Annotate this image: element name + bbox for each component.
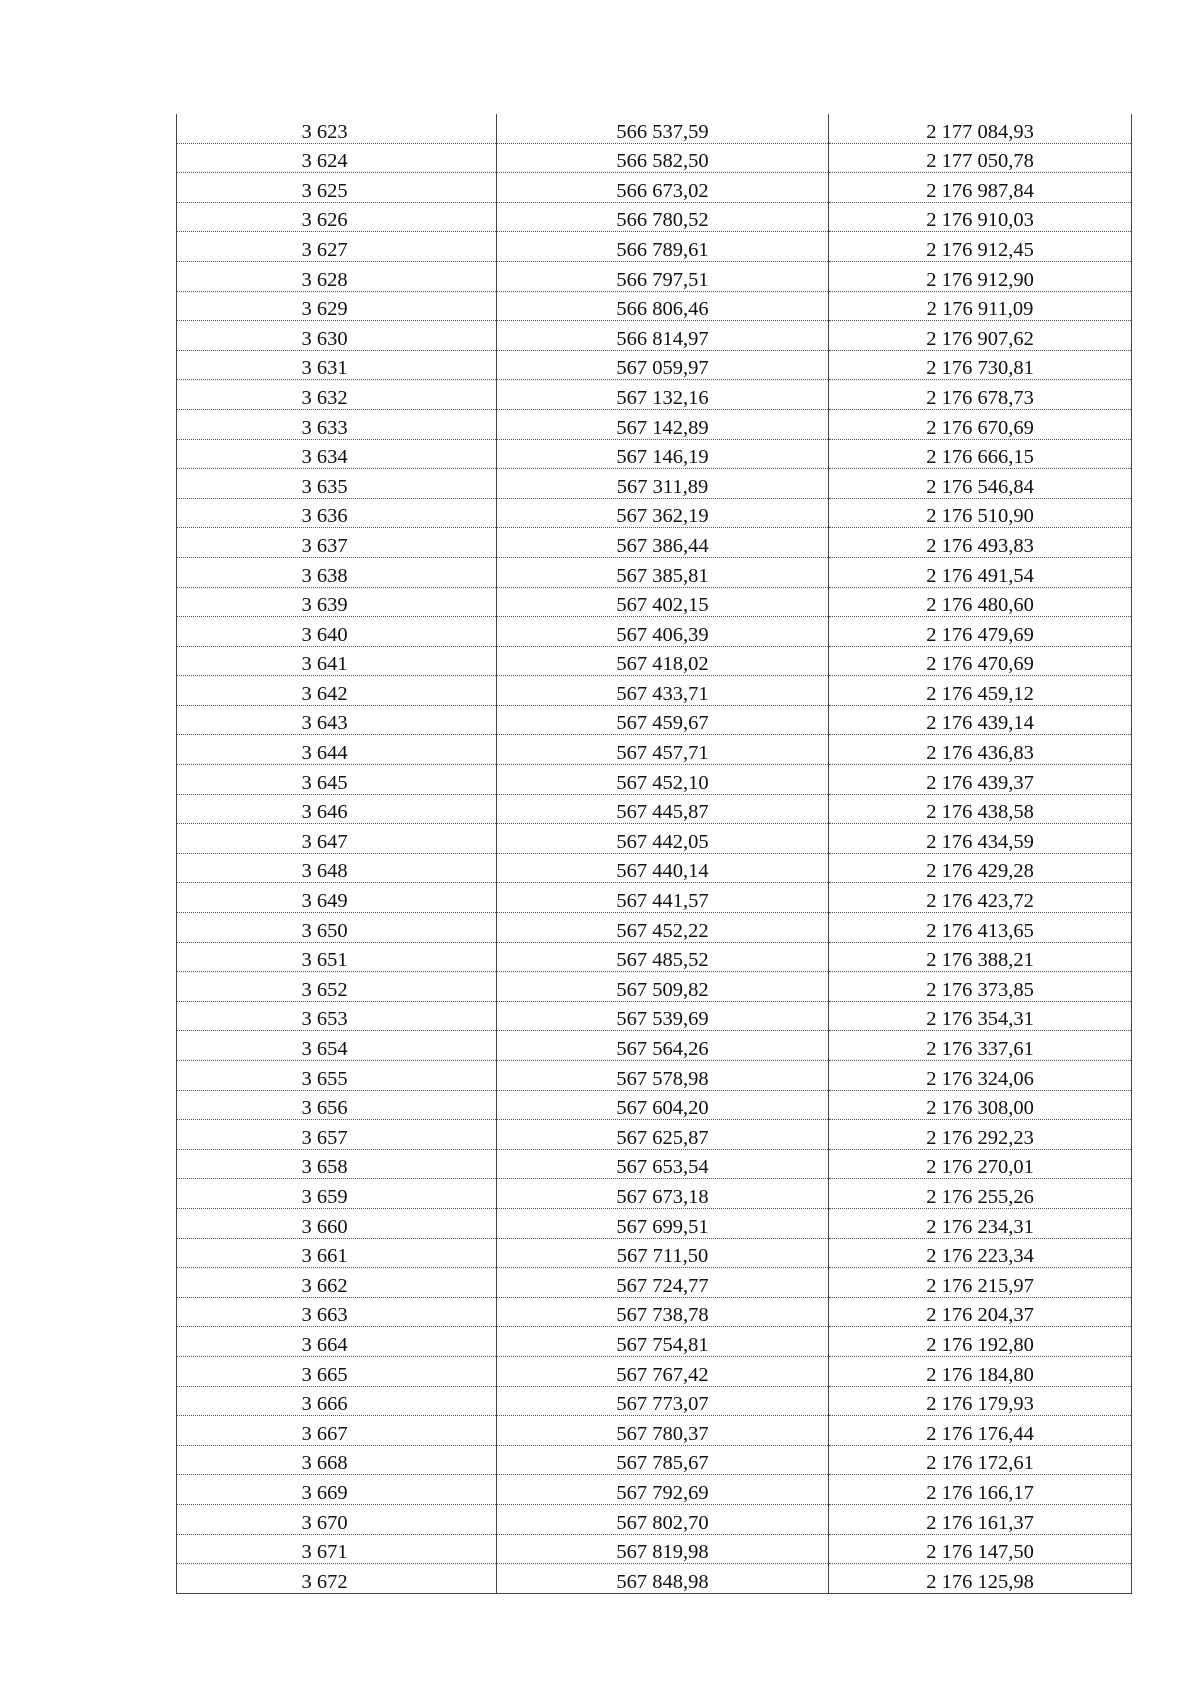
point-number-cell: 3 636: [177, 498, 497, 528]
table-row: [177, 1001, 1132, 1031]
table-row: [177, 557, 1132, 587]
y-coordinate-cell: 2 176 459,12: [829, 676, 1132, 706]
table-row: [177, 498, 1132, 528]
point-number-cell: 3 638: [177, 557, 497, 587]
point-number-cell: 3 649: [177, 883, 497, 913]
x-coordinate-cell: 567 445,87: [497, 794, 829, 824]
table-row: [177, 1564, 1132, 1594]
x-coordinate-cell: 566 780,52: [497, 202, 829, 232]
x-coordinate-cell: 567 785,67: [497, 1445, 829, 1475]
point-number-cell: 3 661: [177, 1238, 497, 1268]
x-coordinate-cell: 567 418,02: [497, 646, 829, 676]
table-row: [177, 1090, 1132, 1120]
point-number-cell: 3 645: [177, 765, 497, 795]
point-number-cell: 3 628: [177, 261, 497, 291]
point-number-cell: 3 648: [177, 853, 497, 883]
point-number-cell: 3 653: [177, 1001, 497, 1031]
x-coordinate-cell: 567 578,98: [497, 1061, 829, 1091]
x-coordinate-cell: 567 433,71: [497, 676, 829, 706]
x-coordinate-cell: 567 406,39: [497, 617, 829, 647]
x-coordinate-cell: 567 059,97: [497, 350, 829, 380]
table-row: [177, 735, 1132, 765]
x-coordinate-cell: 566 789,61: [497, 232, 829, 262]
point-number-cell: 3 657: [177, 1120, 497, 1150]
x-coordinate-cell: 566 814,97: [497, 321, 829, 351]
x-coordinate-cell: 567 362,19: [497, 498, 829, 528]
x-coordinate-cell: 567 311,89: [497, 469, 829, 499]
point-number-cell: 3 665: [177, 1356, 497, 1386]
x-coordinate-cell: 567 146,19: [497, 439, 829, 469]
x-coordinate-cell: 567 441,57: [497, 883, 829, 913]
y-coordinate-cell: 2 176 215,97: [829, 1268, 1132, 1298]
y-coordinate-cell: 2 176 678,73: [829, 380, 1132, 410]
y-coordinate-cell: 2 176 337,61: [829, 1031, 1132, 1061]
point-number-cell: 3 651: [177, 942, 497, 972]
point-number-cell: 3 634: [177, 439, 497, 469]
point-number-cell: 3 660: [177, 1208, 497, 1238]
y-coordinate-cell: 2 176 730,81: [829, 350, 1132, 380]
y-coordinate-cell: 2 176 176,44: [829, 1416, 1132, 1446]
point-number-cell: 3 642: [177, 676, 497, 706]
point-number-cell: 3 646: [177, 794, 497, 824]
point-number-cell: 3 623: [177, 114, 497, 143]
y-coordinate-cell: 2 176 292,23: [829, 1120, 1132, 1150]
y-coordinate-cell: 2 176 373,85: [829, 972, 1132, 1002]
x-coordinate-cell: 567 802,70: [497, 1504, 829, 1534]
table-row: [177, 1386, 1132, 1416]
y-coordinate-cell: 2 176 324,06: [829, 1061, 1132, 1091]
table-row: [177, 1475, 1132, 1505]
x-coordinate-cell: 566 797,51: [497, 261, 829, 291]
point-number-cell: 3 658: [177, 1149, 497, 1179]
y-coordinate-cell: 2 176 308,00: [829, 1090, 1132, 1120]
table-row: [177, 1356, 1132, 1386]
point-number-cell: 3 672: [177, 1564, 497, 1594]
coordinates-table: [176, 114, 1132, 1594]
table-row: [177, 528, 1132, 558]
x-coordinate-cell: 567 767,42: [497, 1356, 829, 1386]
table-row: [177, 1445, 1132, 1475]
x-coordinate-cell: 567 509,82: [497, 972, 829, 1002]
y-coordinate-cell: 2 177 050,78: [829, 143, 1132, 173]
x-coordinate-cell: 567 452,10: [497, 765, 829, 795]
table-row: [177, 321, 1132, 351]
table-row: [177, 883, 1132, 913]
y-coordinate-cell: 2 176 907,62: [829, 321, 1132, 351]
point-number-cell: 3 630: [177, 321, 497, 351]
x-coordinate-cell: 567 539,69: [497, 1001, 829, 1031]
y-coordinate-cell: 2 176 423,72: [829, 883, 1132, 913]
point-number-cell: 3 624: [177, 143, 497, 173]
table-row: [177, 1061, 1132, 1091]
table-row: [177, 1327, 1132, 1357]
table-row: [177, 143, 1132, 173]
y-coordinate-cell: 2 176 912,90: [829, 261, 1132, 291]
x-coordinate-cell: 567 819,98: [497, 1534, 829, 1564]
point-number-cell: 3 644: [177, 735, 497, 765]
table-row: [177, 1031, 1132, 1061]
x-coordinate-cell: 567 440,14: [497, 853, 829, 883]
x-coordinate-cell: 567 773,07: [497, 1386, 829, 1416]
table-row: [177, 942, 1132, 972]
table-row: [177, 705, 1132, 735]
x-coordinate-cell: 567 142,89: [497, 409, 829, 439]
table-row: [177, 469, 1132, 499]
coordinates-table-body: [177, 114, 1132, 1593]
x-coordinate-cell: 567 459,67: [497, 705, 829, 735]
x-coordinate-cell: 567 673,18: [497, 1179, 829, 1209]
y-coordinate-cell: 2 176 270,01: [829, 1149, 1132, 1179]
y-coordinate-cell: 2 176 166,17: [829, 1475, 1132, 1505]
y-coordinate-cell: 2 176 911,09: [829, 291, 1132, 321]
y-coordinate-cell: 2 176 184,80: [829, 1356, 1132, 1386]
y-coordinate-cell: 2 177 084,93: [829, 114, 1132, 143]
y-coordinate-cell: 2 176 413,65: [829, 913, 1132, 943]
table-row: [177, 1238, 1132, 1268]
x-coordinate-cell: 567 132,16: [497, 380, 829, 410]
table-row: [177, 676, 1132, 706]
table-row: [177, 824, 1132, 854]
y-coordinate-cell: 2 176 493,83: [829, 528, 1132, 558]
point-number-cell: 3 670: [177, 1504, 497, 1534]
point-number-cell: 3 643: [177, 705, 497, 735]
x-coordinate-cell: 567 452,22: [497, 913, 829, 943]
x-coordinate-cell: 567 385,81: [497, 557, 829, 587]
point-number-cell: 3 635: [177, 469, 497, 499]
point-number-cell: 3 631: [177, 350, 497, 380]
x-coordinate-cell: 566 806,46: [497, 291, 829, 321]
x-coordinate-cell: 567 738,78: [497, 1297, 829, 1327]
y-coordinate-cell: 2 176 192,80: [829, 1327, 1132, 1357]
y-coordinate-cell: 2 176 470,69: [829, 646, 1132, 676]
y-coordinate-cell: 2 176 491,54: [829, 557, 1132, 587]
x-coordinate-cell: 567 442,05: [497, 824, 829, 854]
y-coordinate-cell: 2 176 480,60: [829, 587, 1132, 617]
point-number-cell: 3 652: [177, 972, 497, 1002]
point-number-cell: 3 626: [177, 202, 497, 232]
table-row: [177, 232, 1132, 262]
table-row: [177, 114, 1132, 143]
table-row: [177, 261, 1132, 291]
y-coordinate-cell: 2 176 125,98: [829, 1564, 1132, 1594]
x-coordinate-cell: 567 711,50: [497, 1238, 829, 1268]
y-coordinate-cell: 2 176 439,37: [829, 765, 1132, 795]
table-row: [177, 617, 1132, 647]
table-row: [177, 409, 1132, 439]
y-coordinate-cell: 2 176 912,45: [829, 232, 1132, 262]
point-number-cell: 3 667: [177, 1416, 497, 1446]
point-number-cell: 3 633: [177, 409, 497, 439]
point-number-cell: 3 632: [177, 380, 497, 410]
point-number-cell: 3 637: [177, 528, 497, 558]
table-row: [177, 972, 1132, 1002]
y-coordinate-cell: 2 176 161,37: [829, 1504, 1132, 1534]
x-coordinate-cell: 566 582,50: [497, 143, 829, 173]
table-row: [177, 1268, 1132, 1298]
point-number-cell: 3 671: [177, 1534, 497, 1564]
table-row: [177, 173, 1132, 203]
x-coordinate-cell: 567 604,20: [497, 1090, 829, 1120]
x-coordinate-cell: 567 792,69: [497, 1475, 829, 1505]
y-coordinate-cell: 2 176 670,69: [829, 409, 1132, 439]
table-row: [177, 1416, 1132, 1446]
x-coordinate-cell: 567 724,77: [497, 1268, 829, 1298]
point-number-cell: 3 664: [177, 1327, 497, 1357]
table-row: [177, 1149, 1132, 1179]
y-coordinate-cell: 2 176 436,83: [829, 735, 1132, 765]
point-number-cell: 3 641: [177, 646, 497, 676]
point-number-cell: 3 659: [177, 1179, 497, 1209]
x-coordinate-cell: 567 625,87: [497, 1120, 829, 1150]
table-row: [177, 1208, 1132, 1238]
point-number-cell: 3 668: [177, 1445, 497, 1475]
y-coordinate-cell: 2 176 666,15: [829, 439, 1132, 469]
x-coordinate-cell: 567 564,26: [497, 1031, 829, 1061]
table-row: [177, 1120, 1132, 1150]
x-coordinate-cell: 567 485,52: [497, 942, 829, 972]
table-row: [177, 1534, 1132, 1564]
point-number-cell: 3 639: [177, 587, 497, 617]
x-coordinate-cell: 567 457,71: [497, 735, 829, 765]
y-coordinate-cell: 2 176 204,37: [829, 1297, 1132, 1327]
point-number-cell: 3 640: [177, 617, 497, 647]
table-row: [177, 913, 1132, 943]
point-number-cell: 3 666: [177, 1386, 497, 1416]
x-coordinate-cell: 567 699,51: [497, 1208, 829, 1238]
x-coordinate-cell: 567 402,15: [497, 587, 829, 617]
y-coordinate-cell: 2 176 147,50: [829, 1534, 1132, 1564]
y-coordinate-cell: 2 176 479,69: [829, 617, 1132, 647]
x-coordinate-cell: 566 673,02: [497, 173, 829, 203]
y-coordinate-cell: 2 176 179,93: [829, 1386, 1132, 1416]
table-row: [177, 765, 1132, 795]
point-number-cell: 3 663: [177, 1297, 497, 1327]
point-number-cell: 3 629: [177, 291, 497, 321]
y-coordinate-cell: 2 176 439,14: [829, 705, 1132, 735]
point-number-cell: 3 654: [177, 1031, 497, 1061]
y-coordinate-cell: 2 176 510,90: [829, 498, 1132, 528]
y-coordinate-cell: 2 176 910,03: [829, 202, 1132, 232]
y-coordinate-cell: 2 176 987,84: [829, 173, 1132, 203]
table-row: [177, 794, 1132, 824]
point-number-cell: 3 647: [177, 824, 497, 854]
table-row: [177, 646, 1132, 676]
y-coordinate-cell: 2 176 546,84: [829, 469, 1132, 499]
table-row: [177, 1179, 1132, 1209]
table-row: [177, 1504, 1132, 1534]
table-row: [177, 439, 1132, 469]
point-number-cell: 3 650: [177, 913, 497, 943]
y-coordinate-cell: 2 176 438,58: [829, 794, 1132, 824]
y-coordinate-cell: 2 176 388,21: [829, 942, 1132, 972]
table-row: [177, 380, 1132, 410]
point-number-cell: 3 655: [177, 1061, 497, 1091]
x-coordinate-cell: 567 780,37: [497, 1416, 829, 1446]
point-number-cell: 3 656: [177, 1090, 497, 1120]
table-row: [177, 853, 1132, 883]
y-coordinate-cell: 2 176 172,61: [829, 1445, 1132, 1475]
y-coordinate-cell: 2 176 429,28: [829, 853, 1132, 883]
point-number-cell: 3 627: [177, 232, 497, 262]
y-coordinate-cell: 2 176 234,31: [829, 1208, 1132, 1238]
table-row: [177, 1297, 1132, 1327]
y-coordinate-cell: 2 176 255,26: [829, 1179, 1132, 1209]
point-number-cell: 3 625: [177, 173, 497, 203]
y-coordinate-cell: 2 176 223,34: [829, 1238, 1132, 1268]
y-coordinate-cell: 2 176 354,31: [829, 1001, 1132, 1031]
x-coordinate-cell: 567 653,54: [497, 1149, 829, 1179]
table-row: [177, 350, 1132, 380]
point-number-cell: 3 662: [177, 1268, 497, 1298]
x-coordinate-cell: 566 537,59: [497, 114, 829, 143]
point-number-cell: 3 669: [177, 1475, 497, 1505]
y-coordinate-cell: 2 176 434,59: [829, 824, 1132, 854]
table-row: [177, 291, 1132, 321]
x-coordinate-cell: 567 386,44: [497, 528, 829, 558]
x-coordinate-cell: 567 754,81: [497, 1327, 829, 1357]
table-row: [177, 202, 1132, 232]
table-row: [177, 587, 1132, 617]
x-coordinate-cell: 567 848,98: [497, 1564, 829, 1594]
